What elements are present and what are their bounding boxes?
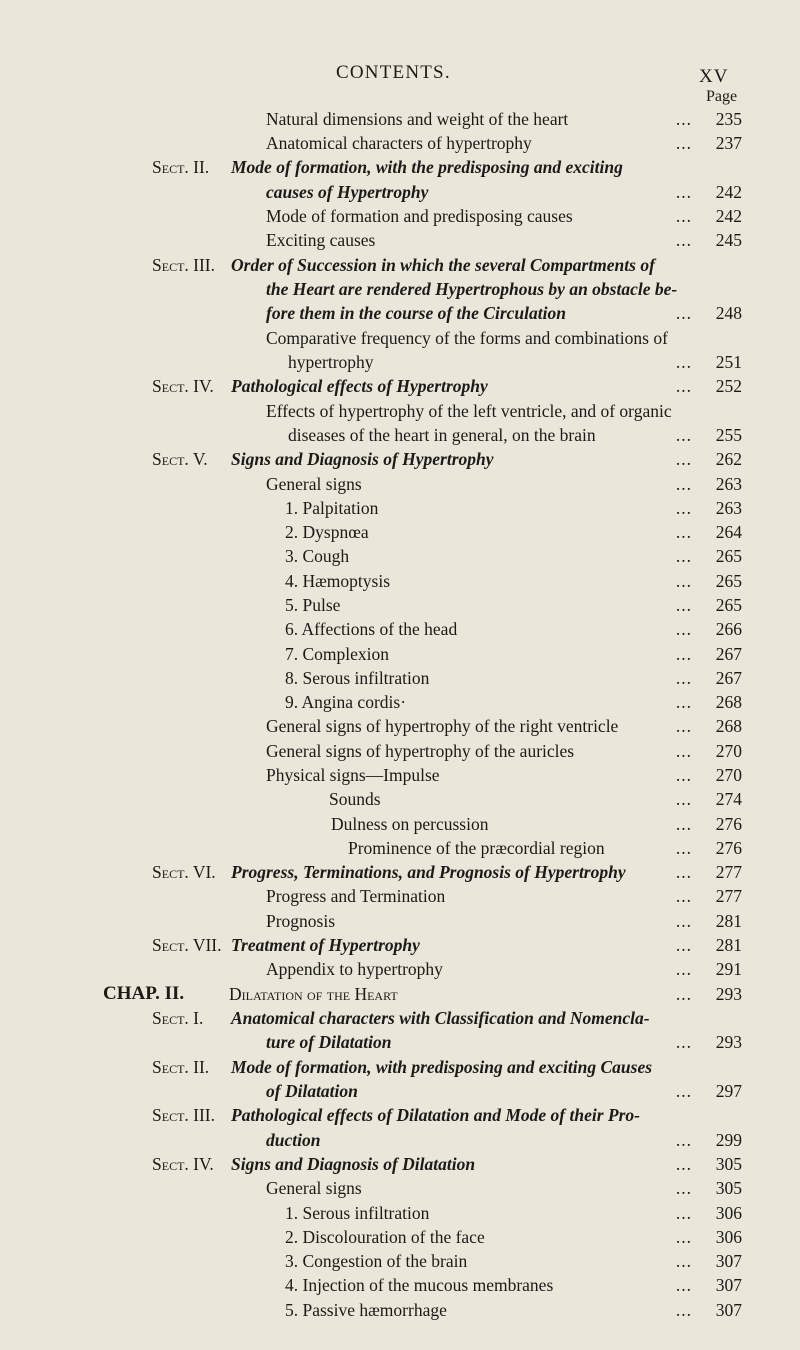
entry-title: Natural dimensions and weight of the heart bbox=[266, 109, 569, 129]
entry-title: ture of Dilatation bbox=[266, 1032, 392, 1052]
toc-entry bbox=[0, 1079, 800, 1103]
entry-title: 1. Palpitation bbox=[285, 498, 379, 518]
leader-dots: ... bbox=[675, 765, 692, 785]
leader-dots: ... bbox=[675, 692, 692, 712]
leader-dots: ... bbox=[675, 109, 692, 129]
page-number: 242 bbox=[715, 206, 742, 226]
entry-title: Progress, Terminations, and Prognosis of Hypertrophy bbox=[231, 862, 626, 882]
leader-dots: ... bbox=[675, 814, 692, 834]
page-number: 281 bbox=[715, 911, 742, 931]
leader-dots: ... bbox=[675, 1300, 692, 1320]
toc-entry bbox=[0, 204, 800, 228]
toc-entry bbox=[0, 690, 800, 714]
entry-title: General signs bbox=[266, 1178, 362, 1198]
toc-entry bbox=[0, 860, 800, 884]
toc-entry bbox=[0, 301, 800, 325]
leader-dots: ... bbox=[675, 182, 692, 202]
leader-dots: ... bbox=[675, 498, 692, 518]
page-number: 281 bbox=[715, 935, 742, 955]
leader-dots: ... bbox=[675, 1227, 692, 1247]
toc-entry bbox=[0, 714, 800, 738]
section-label: Sect. V. bbox=[152, 449, 208, 469]
entry-title: Dulness on percussion bbox=[331, 814, 489, 834]
entry-title: Signs and Diagnosis of Dilatation bbox=[231, 1154, 476, 1174]
page-number: 267 bbox=[715, 668, 742, 688]
page-number: 297 bbox=[715, 1081, 742, 1101]
entry-title: Appendix to hypertrophy bbox=[266, 959, 443, 979]
toc-entry bbox=[0, 277, 800, 301]
entry-title: 6. Affections of the head bbox=[285, 619, 458, 639]
toc-entry bbox=[0, 1103, 800, 1127]
toc-entry bbox=[0, 155, 800, 179]
entry-title: 8. Serous infiltration bbox=[285, 668, 430, 688]
leader-dots: ... bbox=[675, 595, 692, 615]
toc-entry bbox=[0, 1201, 800, 1225]
leader-dots: ... bbox=[675, 474, 692, 494]
leader-dots: ... bbox=[675, 303, 692, 323]
toc-entry bbox=[0, 228, 800, 252]
toc-entry bbox=[0, 180, 800, 204]
toc-entry bbox=[0, 1055, 800, 1079]
page-number: 245 bbox=[715, 230, 742, 250]
page-number: 307 bbox=[715, 1300, 742, 1320]
page-number: 262 bbox=[715, 449, 742, 469]
entry-title: Pathological effects of Hypertrophy bbox=[231, 376, 488, 396]
entry-title: General signs of hypertrophy of the right ventricle bbox=[266, 716, 619, 736]
entry-title: the Heart are rendered Hypertrophous by an obstacle be- bbox=[266, 279, 678, 299]
leader-dots: ... bbox=[675, 1032, 692, 1052]
toc-entry bbox=[0, 1176, 800, 1200]
leader-dots: ... bbox=[675, 911, 692, 931]
leader-dots: ... bbox=[675, 789, 692, 809]
toc-entry bbox=[0, 447, 800, 471]
toc-entry bbox=[0, 1225, 800, 1249]
toc-entry bbox=[0, 496, 800, 520]
toc-entry bbox=[0, 1030, 800, 1054]
leader-dots: ... bbox=[675, 935, 692, 955]
leader-dots: ... bbox=[675, 376, 692, 396]
leader-dots: ... bbox=[675, 546, 692, 566]
page-number: 248 bbox=[715, 303, 742, 323]
leader-dots: ... bbox=[675, 959, 692, 979]
page-number: 263 bbox=[715, 474, 742, 494]
entry-title: General signs of hypertrophy of the auricles bbox=[266, 741, 575, 761]
entry-title: fore them in the course of the Circulation bbox=[266, 303, 566, 323]
section-label: Sect. II. bbox=[152, 1057, 210, 1077]
toc-entry bbox=[0, 253, 800, 277]
entry-title: diseases of the heart in general, on the brain bbox=[288, 425, 596, 445]
entry-title: Dilatation of the Heart bbox=[229, 984, 398, 1004]
leader-dots: ... bbox=[675, 644, 692, 664]
page-number: 251 bbox=[715, 352, 742, 372]
toc-entry bbox=[0, 982, 800, 1006]
leader-dots: ... bbox=[675, 984, 692, 1004]
section-label: Sect. IV. bbox=[152, 376, 214, 396]
page-number: 277 bbox=[715, 862, 742, 882]
entry-title: Mode of formation, with predisposing and exciting Causes bbox=[231, 1057, 653, 1077]
entry-title: 5. Passive hæmorrhage bbox=[285, 1300, 447, 1320]
leader-dots: ... bbox=[675, 838, 692, 858]
page-number: 268 bbox=[715, 692, 742, 712]
entry-title: General signs bbox=[266, 474, 362, 494]
page-number: 266 bbox=[715, 619, 742, 639]
page-number: 265 bbox=[715, 595, 742, 615]
leader-dots: ... bbox=[675, 741, 692, 761]
entry-title: Physical signs—Impulse bbox=[266, 765, 440, 785]
page-number: 270 bbox=[715, 741, 742, 761]
leader-dots: ... bbox=[675, 230, 692, 250]
toc-entry bbox=[0, 131, 800, 155]
entry-title: Effects of hypertrophy of the left ventricle, and of organic bbox=[266, 401, 672, 421]
page-number: 276 bbox=[715, 838, 742, 858]
entry-title: 4. Hæmoptysis bbox=[285, 571, 391, 591]
entry-title: Mode of formation, with the predisposing and exciting bbox=[231, 157, 623, 177]
page-number: 306 bbox=[715, 1227, 742, 1247]
running-title: CONTENTS. bbox=[336, 62, 451, 83]
page-number: 307 bbox=[715, 1275, 742, 1295]
page-number: 293 bbox=[715, 984, 742, 1004]
page-number: 293 bbox=[715, 1032, 742, 1052]
toc-entry bbox=[0, 1273, 800, 1297]
page-number: 305 bbox=[715, 1154, 742, 1174]
entry-title: of Dilatation bbox=[266, 1081, 358, 1101]
entry-title: Treatment of Hypertrophy bbox=[231, 935, 420, 955]
entry-title: 3. Congestion of the brain bbox=[285, 1251, 468, 1271]
page-number: 235 bbox=[715, 109, 742, 129]
page-number: 291 bbox=[715, 959, 742, 979]
toc-entry bbox=[0, 350, 800, 374]
leader-dots: ... bbox=[675, 522, 692, 542]
entry-title: Anatomical characters with Classification and Nomencla- bbox=[231, 1008, 650, 1028]
toc-entry bbox=[0, 836, 800, 860]
page-number: 306 bbox=[715, 1203, 742, 1223]
toc-entry bbox=[0, 399, 800, 423]
toc-entry bbox=[0, 884, 800, 908]
page-number: 263 bbox=[715, 498, 742, 518]
toc-entry bbox=[0, 107, 800, 131]
toc-entry bbox=[0, 1152, 800, 1176]
toc-entry bbox=[0, 763, 800, 787]
toc-entry bbox=[0, 326, 800, 350]
entry-title: duction bbox=[266, 1130, 321, 1150]
leader-dots: ... bbox=[675, 1178, 692, 1198]
leader-dots: ... bbox=[675, 1154, 692, 1174]
section-label: Sect. I. bbox=[152, 1008, 204, 1028]
page-number: 274 bbox=[715, 789, 742, 809]
entry-title: Sounds bbox=[329, 789, 381, 809]
leader-dots: ... bbox=[675, 571, 692, 591]
entry-title: 2. Discolouration of the face bbox=[285, 1227, 485, 1247]
folio-number: XV bbox=[699, 66, 729, 87]
page-number: 264 bbox=[715, 522, 742, 542]
entry-title: Pathological effects of Dilatation and Mode of their Pro- bbox=[231, 1105, 640, 1125]
toc-entry bbox=[0, 617, 800, 641]
toc-entry bbox=[0, 957, 800, 981]
page-number: 242 bbox=[715, 182, 742, 202]
toc-entry bbox=[0, 1249, 800, 1273]
entry-title: 4. Injection of the mucous membranes bbox=[285, 1275, 554, 1295]
entry-title: Mode of formation and predisposing causes bbox=[266, 206, 573, 226]
entry-title: hypertrophy bbox=[288, 352, 374, 372]
toc-entry bbox=[0, 933, 800, 957]
toc-entry bbox=[0, 909, 800, 933]
toc-entry bbox=[0, 520, 800, 544]
page-number: 307 bbox=[715, 1251, 742, 1271]
page-number: 270 bbox=[715, 765, 742, 785]
leader-dots: ... bbox=[675, 1130, 692, 1150]
page-number: 305 bbox=[715, 1178, 742, 1198]
leader-dots: ... bbox=[675, 1081, 692, 1101]
toc-entry bbox=[0, 374, 800, 398]
toc-entry bbox=[0, 593, 800, 617]
leader-dots: ... bbox=[675, 862, 692, 882]
leader-dots: ... bbox=[675, 668, 692, 688]
page-number: 267 bbox=[715, 644, 742, 664]
entry-title: Comparative frequency of the forms and combinations of bbox=[266, 328, 668, 348]
section-label: Sect. II. bbox=[152, 157, 210, 177]
section-label: Sect. VII. bbox=[152, 935, 222, 955]
page-number: 237 bbox=[715, 133, 742, 153]
entry-title: Prominence of the præcordial region bbox=[348, 838, 605, 858]
toc-entry bbox=[0, 472, 800, 496]
toc-entry bbox=[0, 1006, 800, 1030]
entry-title: causes of Hypertrophy bbox=[266, 182, 429, 202]
section-label: Sect. IV. bbox=[152, 1154, 214, 1174]
entry-title: Exciting causes bbox=[266, 230, 376, 250]
section-label: Sect. VI. bbox=[152, 862, 216, 882]
leader-dots: ... bbox=[675, 1203, 692, 1223]
toc-entry bbox=[0, 787, 800, 811]
toc-entry bbox=[0, 569, 800, 593]
page-number: 265 bbox=[715, 571, 742, 591]
leader-dots: ... bbox=[675, 449, 692, 469]
entry-title: Anatomical characters of hypertrophy bbox=[266, 133, 532, 153]
section-label: Sect. III. bbox=[152, 255, 216, 275]
leader-dots: ... bbox=[675, 352, 692, 372]
entry-title: 9. Angina cordis· bbox=[285, 692, 407, 712]
leader-dots: ... bbox=[675, 1251, 692, 1271]
leader-dots: ... bbox=[675, 206, 692, 226]
entry-title: Prognosis bbox=[266, 911, 336, 931]
leader-dots: ... bbox=[675, 619, 692, 639]
page-number: 268 bbox=[715, 716, 742, 736]
leader-dots: ... bbox=[675, 133, 692, 153]
entry-title: 5. Pulse bbox=[285, 595, 341, 615]
entry-title: 2. Dyspnœa bbox=[285, 522, 369, 542]
page-number: 265 bbox=[715, 546, 742, 566]
toc-entry bbox=[0, 642, 800, 666]
toc-entry bbox=[0, 544, 800, 568]
page-column-label: Page bbox=[706, 88, 738, 105]
entry-title: Order of Succession in which the several Compartments of bbox=[231, 255, 655, 275]
page-number: 277 bbox=[715, 886, 742, 906]
entry-title: Progress and Termination bbox=[266, 886, 446, 906]
entry-title: Signs and Diagnosis of Hypertrophy bbox=[231, 449, 494, 469]
chapter-label: CHAP. II. bbox=[103, 983, 185, 1004]
leader-dots: ... bbox=[675, 886, 692, 906]
toc-entry bbox=[0, 1128, 800, 1152]
page-number: 276 bbox=[715, 814, 742, 834]
entry-title: 7. Complexion bbox=[285, 644, 390, 664]
leader-dots: ... bbox=[675, 716, 692, 736]
leader-dots: ... bbox=[675, 425, 692, 445]
section-label: Sect. III. bbox=[152, 1105, 216, 1125]
entry-title: 3. Cough bbox=[285, 546, 350, 566]
page-number: 255 bbox=[715, 425, 742, 445]
toc-entry bbox=[0, 739, 800, 763]
toc-entry bbox=[0, 1298, 800, 1322]
page-number: 299 bbox=[715, 1130, 742, 1150]
toc-entry bbox=[0, 666, 800, 690]
leader-dots: ... bbox=[675, 1275, 692, 1295]
entry-title: 1. Serous infiltration bbox=[285, 1203, 430, 1223]
toc-entry bbox=[0, 812, 800, 836]
toc-entry bbox=[0, 423, 800, 447]
page-number: 252 bbox=[715, 376, 742, 396]
